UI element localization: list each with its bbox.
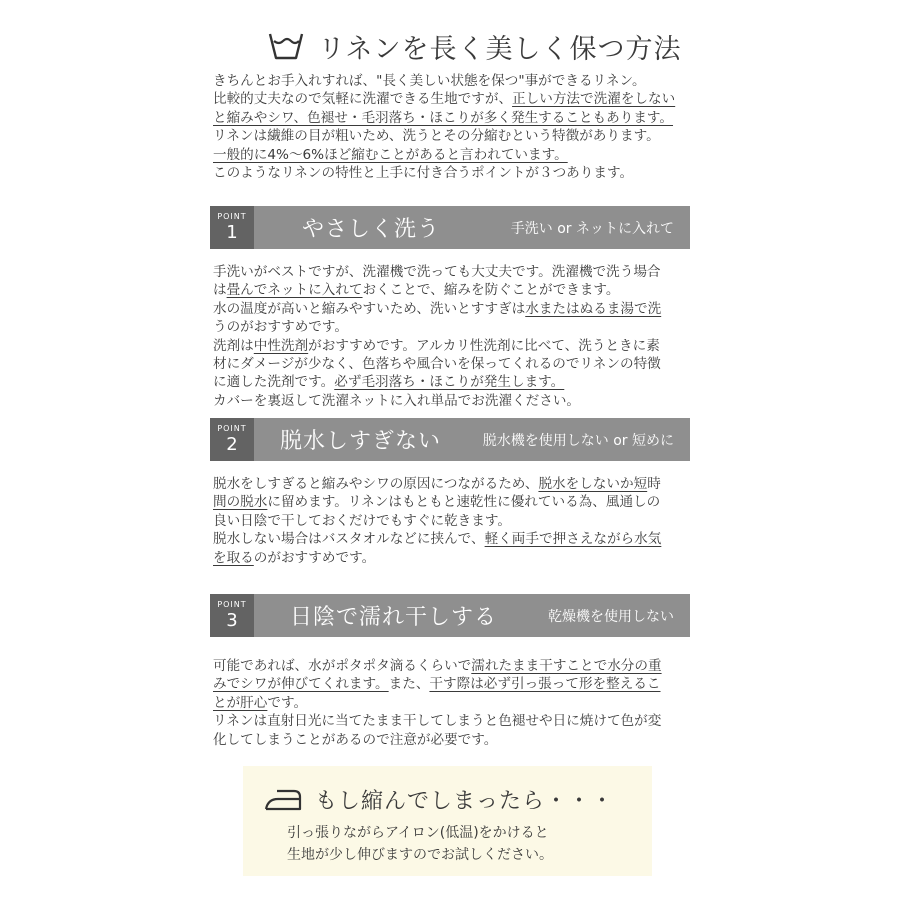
- point-2-body: 脱水をしすぎると縮みやシワの原因につながるため、脱水をしないか短時 間の脱水に留めます。リネンはもともと速乾性に優れている為、風通しの 良い日陰で干しておくだけでもすぐに乾きます。 脱水しない場合はバスタオルなどに挟んで、軽く両手で押さえながら水気 を取るのがおすすめです。: [213, 476, 662, 566]
- point-1-header: [210, 206, 690, 249]
- point-2-header: [210, 418, 690, 461]
- point-3-header: [210, 594, 690, 637]
- title-text: リネンを長く美しく保つ方法: [318, 33, 682, 65]
- point-1-badge: POINT 1: [210, 206, 254, 249]
- iron-icon: [263, 788, 303, 812]
- point-2-badge: POINT 2: [210, 418, 254, 461]
- point-3-subheading: 乾燥機を使用しない: [548, 608, 674, 625]
- intro-paragraph: きちんとお手入れすれば、"長く美しい状態を保つ"事ができるリネン。 比較的丈夫なので気軽に洗濯できる生地ですが、正しい方法で洗濯をしない と縮みやシワ、色褪せ・毛羽落ち・ほこりが多く発生することもあります。 リネンは繊維の目が粗いため、洗うとその分縮むという特徴があります。 一般的に4%〜6%ほど縮むことがあると言われています。 このようなリネンの特性と上手に付き合うポイントが３つあります。: [213, 73, 676, 182]
- point-1-heading: やさしく洗う: [302, 217, 441, 242]
- shrink-tip-box: [243, 766, 652, 876]
- point-2-heading: 脱水しすぎない: [280, 429, 442, 454]
- page-title: [268, 24, 688, 68]
- wash-tub-icon: [268, 31, 304, 61]
- point-2-subheading: 脱水機を使用しない or 短めに: [482, 432, 674, 449]
- point-3-badge: POINT 3: [210, 594, 254, 637]
- point-1-body: 手洗いがベストですが、洗濯機で洗っても大丈夫です。洗濯機で洗う場合 は畳んでネットに入れておくことで、縮みを防ぐことができます。 水の温度が高いと縮みやすいため、洗いとすすぎは水またはぬるま湯で洗 うのがおすすめです。 洗剤は中性洗剤がおすすめです。アルカリ性洗剤に比べて、洗うときに素 材にダメージが少なく、色落ちや風合いを保ってくれるのでリネンの特徴 に適した洗剤です。必ず毛羽落ち・ほこりが発生します。 カバーを裏返して洗濯ネットに入れ単品でお洗濯ください。: [213, 264, 662, 409]
- tip-title: もし縮んでしまったら・・・: [263, 784, 614, 815]
- point-3-heading: 日陰で濡れ干しする: [290, 605, 498, 630]
- tip-body: 引っ張りながらアイロン(低温)をかけると 生地が少し伸びますのでお試しください。: [287, 825, 553, 863]
- point-3-body: 可能であれば、水がポタポタ滴るくらいで濡れたまま干すことで水分の重 みでシワが伸びてくれます。また、干す際は必ず引っ張って形を整えるこ とが肝心です。 リネンは直射日光に当てたまま干してしまうと色褪せや日に焼けて色が変 化してしまうことがあるので注意が必要です。: [213, 658, 662, 748]
- point-1-subheading: 手洗い or ネットに入れて: [510, 220, 674, 237]
